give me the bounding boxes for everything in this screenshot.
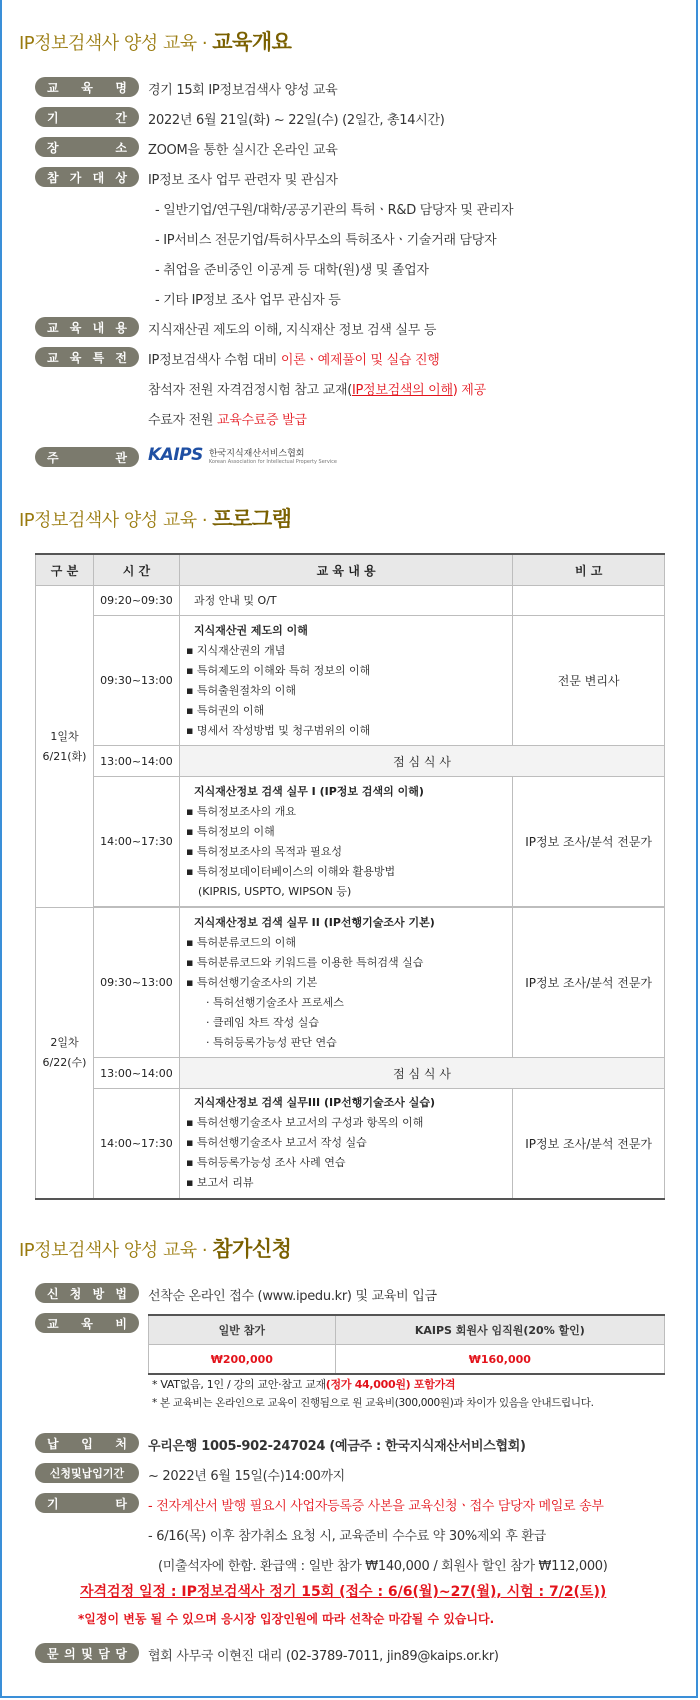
- note-cell: [513, 586, 665, 616]
- place-value: ZOOM을 통한 실시간 온라인 교육: [148, 143, 338, 158]
- day2-cell: 2일차 6/22(수): [36, 908, 94, 1199]
- time-cell: 14:00~17:30: [93, 777, 179, 907]
- exam-note: *일정이 변동 될 수 있으며 응시장 입장인원에 따라 선착순 마감될 수 있습니다.: [78, 1612, 495, 1626]
- target-item: - 일반기업/연구원/대학/공공기관의 특허ㆍR&D 담당자 및 관리자: [155, 203, 514, 218]
- fee-note-2: * 본 교육비는 온라인으로 교육이 진행됨으로 원 교육비(300,000원)과 차이가 있음을 안내드립니다.: [152, 1397, 594, 1409]
- target-value: IP정보 조사 업무 관련자 및 관심자: [148, 173, 338, 188]
- content-cell: 과정 안내 및 O/T: [179, 586, 512, 616]
- target-item: - 취업을 준비중인 이공계 등 대학(원)생 및 졸업자: [155, 263, 429, 278]
- header-content: 교 육 내 용: [179, 554, 512, 586]
- etc-line-3: (미출석자에 한함. 환급액 : 일반 참가 ₩140,000 / 회원사 할인 참가 ₩112,000): [158, 1559, 608, 1574]
- note-cell: IP정보 조사/분석 전문가: [513, 777, 665, 907]
- exam-schedule: 자격검정 일정 : IP정보검색사 정기 15회 (접수 : 6/6(월)~27(월), 시험 : 7/2(토)): [80, 1584, 607, 1600]
- lunch-cell: 점 심 식 사: [179, 746, 664, 777]
- kaips-logo-name: 한국지식재산서비스협회: [208, 448, 305, 459]
- lunch-cell: 점 심 식 사: [179, 1058, 664, 1089]
- header-note: 비 고: [513, 554, 665, 586]
- fee-general-value: ₩200,000: [149, 1345, 336, 1375]
- content-value: 지식재산권 제도의 이해, 지식재산 정보 검색 실무 등: [148, 323, 437, 338]
- time-cell: 13:00~14:00: [93, 1058, 179, 1089]
- table-row: [36, 908, 665, 1058]
- label-etc: 기 타: [35, 1493, 139, 1513]
- course-name-value: 경기 15회 IP정보검색사 양성 교육: [148, 83, 338, 98]
- time-cell: 13:00~14:00: [93, 746, 179, 777]
- label-bank: 납 입 처: [35, 1433, 139, 1453]
- apply-method-value: 선착순 온라인 접수 (www.ipedu.kr) 및 교육비 입금: [148, 1289, 437, 1304]
- note-cell: 전문 변리사: [513, 616, 665, 746]
- content-cell: 지식재산정보 검색 실무 I (IP정보 검색의 이해) ▪ 특허정보조사의 개요 ▪ 특허정보의 이해 ▪ 특허정보조사의 목적과 필요성 ▪ 특허정보데이터베이스의 이해와 활용방법 (KIPRIS, USPTO, WIPSON 등): [179, 777, 512, 907]
- table-row: [36, 777, 665, 907]
- apply-title: IP정보검색사 양성 교육 · 참가신청: [19, 1237, 292, 1261]
- program-table: [35, 553, 665, 1200]
- fee-header-member: KAIPS 회원사 임직원(20% 할인): [335, 1315, 664, 1345]
- table-row: [36, 1089, 665, 1199]
- label-apply-method: 신 청 방 법: [35, 1283, 139, 1303]
- overview-title: IP정보검색사 양성 교육 · 교육개요: [19, 30, 292, 54]
- etc-line-2: - 6/16(목) 이후 참가취소 요청 시, 교육준비 수수료 약 30%제외 후 환급: [148, 1529, 546, 1544]
- fee-note-1: * VAT없음, 1인 / 강의 교안·참고 교재(정가 44,000원) 포함가격: [152, 1378, 456, 1391]
- table-row: [36, 1058, 665, 1089]
- contact-value: 협회 사무국 이현진 대리 (02-3789-7011, jin89@kaips.or.kr): [148, 1649, 499, 1664]
- fee-header-general: 일반 참가: [149, 1315, 336, 1345]
- target-item: - 기타 IP정보 조사 업무 관심자 등: [155, 293, 341, 308]
- program-title: IP정보검색사 양성 교육 · 프로그램: [19, 507, 292, 531]
- label-deadline: 신청및납입기간: [35, 1463, 139, 1483]
- label-course-name: 교 육 명: [35, 77, 139, 97]
- table-row: [36, 586, 665, 616]
- note-cell: IP정보 조사/분석 전문가: [513, 1089, 665, 1199]
- fee-table: [148, 1314, 665, 1375]
- note-cell: IP정보 조사/분석 전문가: [513, 908, 665, 1058]
- label-fee: 교 육 비: [35, 1313, 139, 1333]
- kaips-logo-mark: KAIPS: [148, 445, 203, 465]
- etc-line-1: - 전자계산서 발행 필요시 사업자등록증 사본을 교육신청ㆍ접수 담당자 메일로 송부: [148, 1499, 604, 1514]
- label-host: 주 관: [35, 447, 139, 467]
- feature-line-3: 수료자 전원 교육수료증 발급: [148, 413, 307, 428]
- target-item: - IP서비스 전문기업/특허사무소의 특허조사ㆍ기술거래 담당자: [155, 233, 497, 248]
- deadline-value: ~ 2022년 6월 15일(수)14:00까지: [148, 1469, 345, 1484]
- content-cell: 지식재산정보 검색 실무 II (IP선행기술조사 기본) ▪ 특허분류코드의 이해 ▪ 특허분류코드와 키워드를 이용한 특허검색 실습 ▪ 특허선행기술조사의 기본 · 특허선행기술조사 프로세스 · 클레임 차트 작성 실습 · 특허등록가능성 판단 연습: [179, 908, 512, 1058]
- period-value: 2022년 6월 21일(화) ~ 22일(수) (2일간, 총14시간): [148, 113, 445, 128]
- label-feature: 교 육 특 전: [35, 347, 139, 367]
- table-row: [36, 746, 665, 777]
- label-contact: 문 의 및 담 당: [35, 1643, 139, 1663]
- content-cell: 지식재산정보 검색 실무III (IP선행기술조사 실습) ▪ 특허선행기술조사 보고서의 구성과 항목의 이해 ▪ 특허선행기술조사 보고서 작성 실습 ▪ 특허등록가능성 조사 사례 연습 ▪ 보고서 리뷰: [179, 1089, 512, 1199]
- time-cell: 09:30~13:00: [93, 616, 179, 746]
- table-row: [36, 616, 665, 746]
- kaips-logo-sub: Korean Association for Intellectual Property Service: [208, 458, 337, 465]
- kaips-logo: [148, 445, 337, 465]
- label-period: 기 간: [35, 107, 139, 127]
- label-content: 교 육 내 용: [35, 317, 139, 337]
- feature-line-2: 참석자 전원 자격검정시험 참고 교재(IP정보검색의 이해) 제공: [148, 383, 486, 398]
- label-target: 참 가 대 상: [35, 167, 139, 187]
- time-cell: 09:20~09:30: [93, 586, 179, 616]
- day1-cell: 1일차 6/21(화): [36, 586, 94, 908]
- header-time: 시 간: [93, 554, 179, 586]
- feature-line-1: IP정보검색사 수험 대비 이론ㆍ예제풀이 및 실습 진행: [148, 353, 440, 368]
- table-header-row: [36, 554, 665, 586]
- header-division: 구 분: [36, 554, 94, 586]
- content-cell: 지식재산권 제도의 이해 ▪ 지식재산권의 개념 ▪ 특허제도의 이해와 특허 정보의 이해 ▪ 특허출원절차의 이해 ▪ 특허권의 이해 ▪ 명세서 작성방법 및 청구범위의 이해: [179, 616, 512, 746]
- time-cell: 09:30~13:00: [93, 908, 179, 1058]
- label-place: 장 소: [35, 137, 139, 157]
- bank-value: 우리은행 1005-902-247024 (예금주 : 한국지식재산서비스협회): [148, 1439, 526, 1454]
- time-cell: 14:00~17:30: [93, 1089, 179, 1199]
- fee-member-value: ₩160,000: [335, 1345, 664, 1375]
